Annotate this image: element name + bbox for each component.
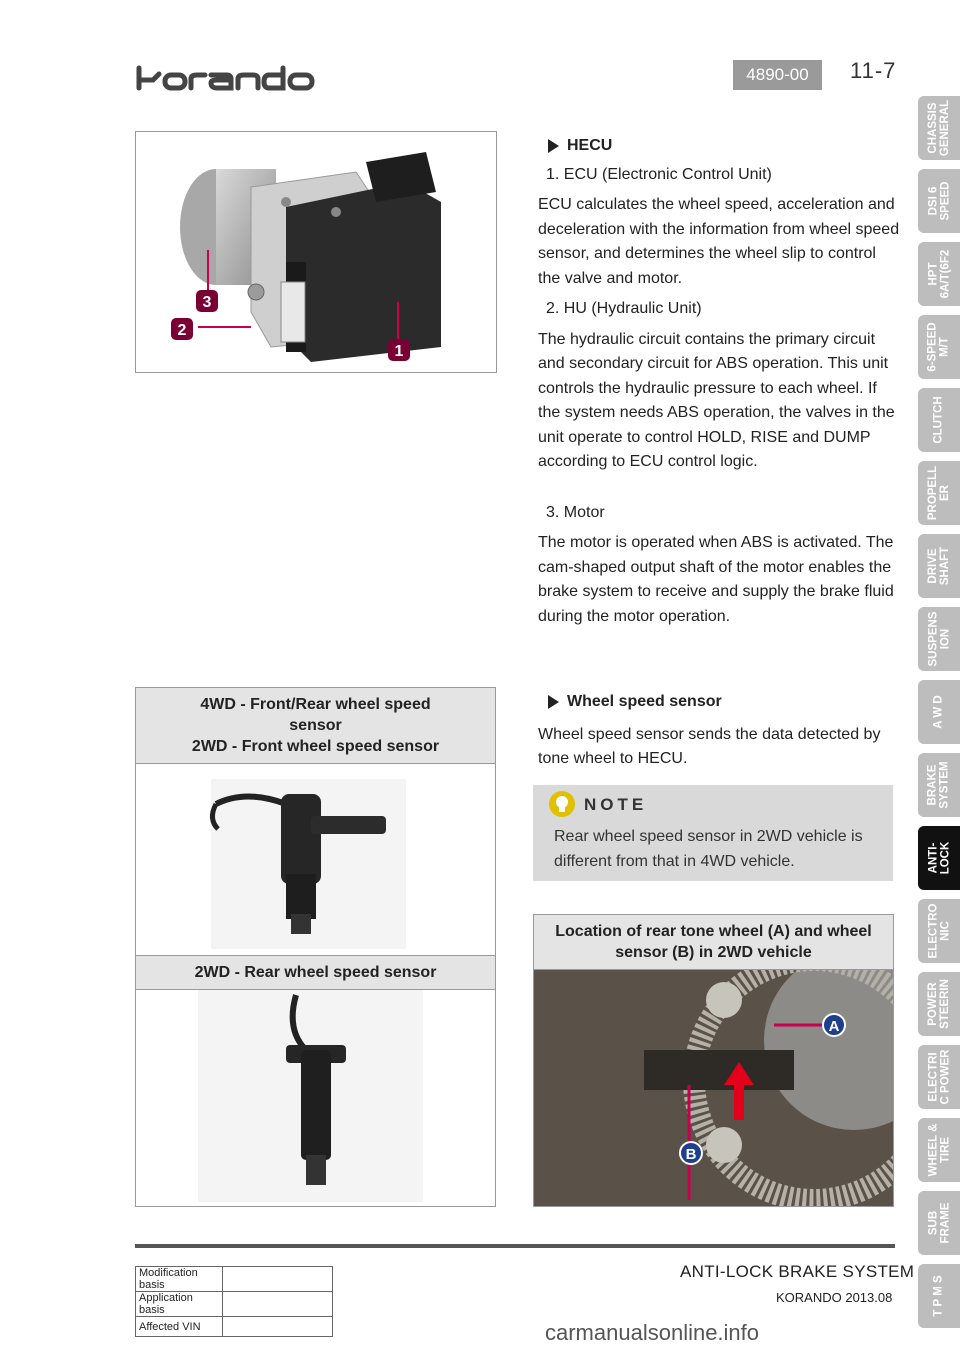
tab-wheel-tire[interactable]: WHEEL & TIRE — [918, 1118, 960, 1182]
footer-subtitle: KORANDO 2013.08 — [776, 1290, 893, 1305]
rear-tone-wheel-illustration — [534, 970, 893, 1206]
revision-table — [135, 1266, 333, 1337]
section-code-badge: 4890-00 — [733, 60, 822, 90]
tab-hpt-6at[interactable]: HPT 6A/T(6F2 — [918, 242, 960, 306]
wheel-speed-section — [538, 690, 901, 772]
tab-anti-lock[interactable]: ANTI- LOCK — [918, 826, 960, 890]
revision-row: Application basis — [136, 1292, 333, 1317]
revision-row: Modification basis — [136, 1267, 333, 1292]
rear-wheel-sensor-illustration — [136, 990, 495, 1205]
item-motor-label: 3. Motor — [546, 503, 605, 521]
callout-b — [680, 1142, 702, 1164]
wheel-speed-sensor-table — [135, 687, 496, 1207]
callout-1 — [388, 339, 410, 361]
item-hu-label: 2. HU (Hydraulic Unit) — [546, 300, 702, 317]
tab-sub-frame[interactable]: SUB FRAME — [918, 1191, 960, 1255]
svg-text:B: B — [685, 1146, 697, 1163]
hecu-heading: HECU — [538, 134, 901, 159]
tab-chassis-general[interactable]: CHASSIS GENERAL — [918, 96, 960, 160]
svg-text:3: 3 — [202, 294, 212, 311]
tab-dsi-6-speed[interactable]: DSI 6 SPEED — [918, 169, 960, 233]
location-table — [533, 914, 894, 1207]
note-title: NOTE — [584, 795, 648, 814]
rear-sensor-image — [136, 990, 495, 1206]
tab-drive-shaft[interactable]: DRIVE SHAFT — [918, 534, 960, 598]
tab-6-speed-mt[interactable]: 6-SPEED M/T — [918, 315, 960, 379]
svg-text:A: A — [828, 1018, 840, 1035]
hecu-figure — [135, 131, 497, 373]
footer-rule — [135, 1244, 895, 1248]
wheel-speed-heading: Wheel speed sensor — [538, 690, 901, 715]
korando-logo — [135, 64, 320, 92]
revision-row: Affected VIN — [136, 1317, 333, 1337]
triangle-bullet-icon — [548, 139, 559, 153]
wheel-speed-text: Wheel speed sensor sends the data detected by tone wheel to HECU. — [538, 725, 881, 767]
item-motor-text: The motor is operated when ABS is activated. The cam-shaped output shaft of the motor enables the brake system to receive and supply the brake fluid during the motor operation. — [538, 534, 894, 625]
callout-a — [823, 1014, 845, 1036]
front-wheel-sensor-illustration — [136, 764, 495, 954]
tab-power-steering[interactable]: POWER STEERIN — [918, 972, 960, 1036]
note-lightbulb-icon — [548, 790, 576, 818]
svg-text:1: 1 — [394, 343, 404, 360]
footer-title: ANTI-LOCK BRAKE SYSTEM — [680, 1262, 915, 1281]
item-ecu-text: ECU calculates the wheel speed, acceleration and deceleration with the information from wheel speed sensor, and determines the wheel slip to control the valve and motor. — [538, 196, 900, 287]
tab-awd[interactable]: A W D — [918, 680, 960, 744]
tab-electric-power[interactable]: ELECTRI C POWER — [918, 1045, 960, 1109]
tab-clutch[interactable]: CLUTCH — [918, 388, 960, 452]
hecu-section — [538, 134, 901, 629]
rear-sensor-table-title: 2WD - Rear wheel speed sensor — [136, 956, 495, 990]
location-table-title: Location of rear tone wheel (A) and wheel sensor (B) in 2WD vehicle — [534, 915, 893, 970]
tab-suspension[interactable]: SUSPENS ION — [918, 607, 960, 671]
watermark: carmanualsonline.info — [545, 1320, 760, 1345]
hecu-unit-illustration — [136, 132, 496, 372]
page-number: 11-7 — [850, 58, 897, 83]
tab-brake-system[interactable]: BRAKE SYSTEM — [918, 753, 960, 817]
front-sensor-table-title: 4WD - Front/Rear wheel speed sensor 2WD - Front wheel speed sensor — [136, 688, 495, 764]
svg-text:2: 2 — [177, 322, 187, 339]
item-ecu-label: 1. ECU (Electronic Control Unit) — [546, 165, 772, 183]
triangle-bullet-icon — [548, 695, 559, 709]
tab-propeller[interactable]: PROPELL ER — [918, 461, 960, 525]
callout-2 — [171, 318, 193, 340]
tab-tpms[interactable]: T P M S — [918, 1264, 960, 1328]
note-text: Rear wheel speed sensor in 2WD vehicle is different from that in 4WD vehicle. — [554, 828, 863, 870]
tab-electronic[interactable]: ELECTRO NIC — [918, 899, 960, 963]
callout-3 — [196, 290, 218, 312]
front-sensor-image — [136, 764, 495, 956]
item-hu-text: The hydraulic circuit contains the primary circuit and secondary circuit for ABS operation. This unit controls the hydraulic pressure to each wheel. If the system needs ABS operation, the valves in the unit operate to control HOLD, RISE and DUMP according to ECU control logic. — [538, 330, 895, 470]
